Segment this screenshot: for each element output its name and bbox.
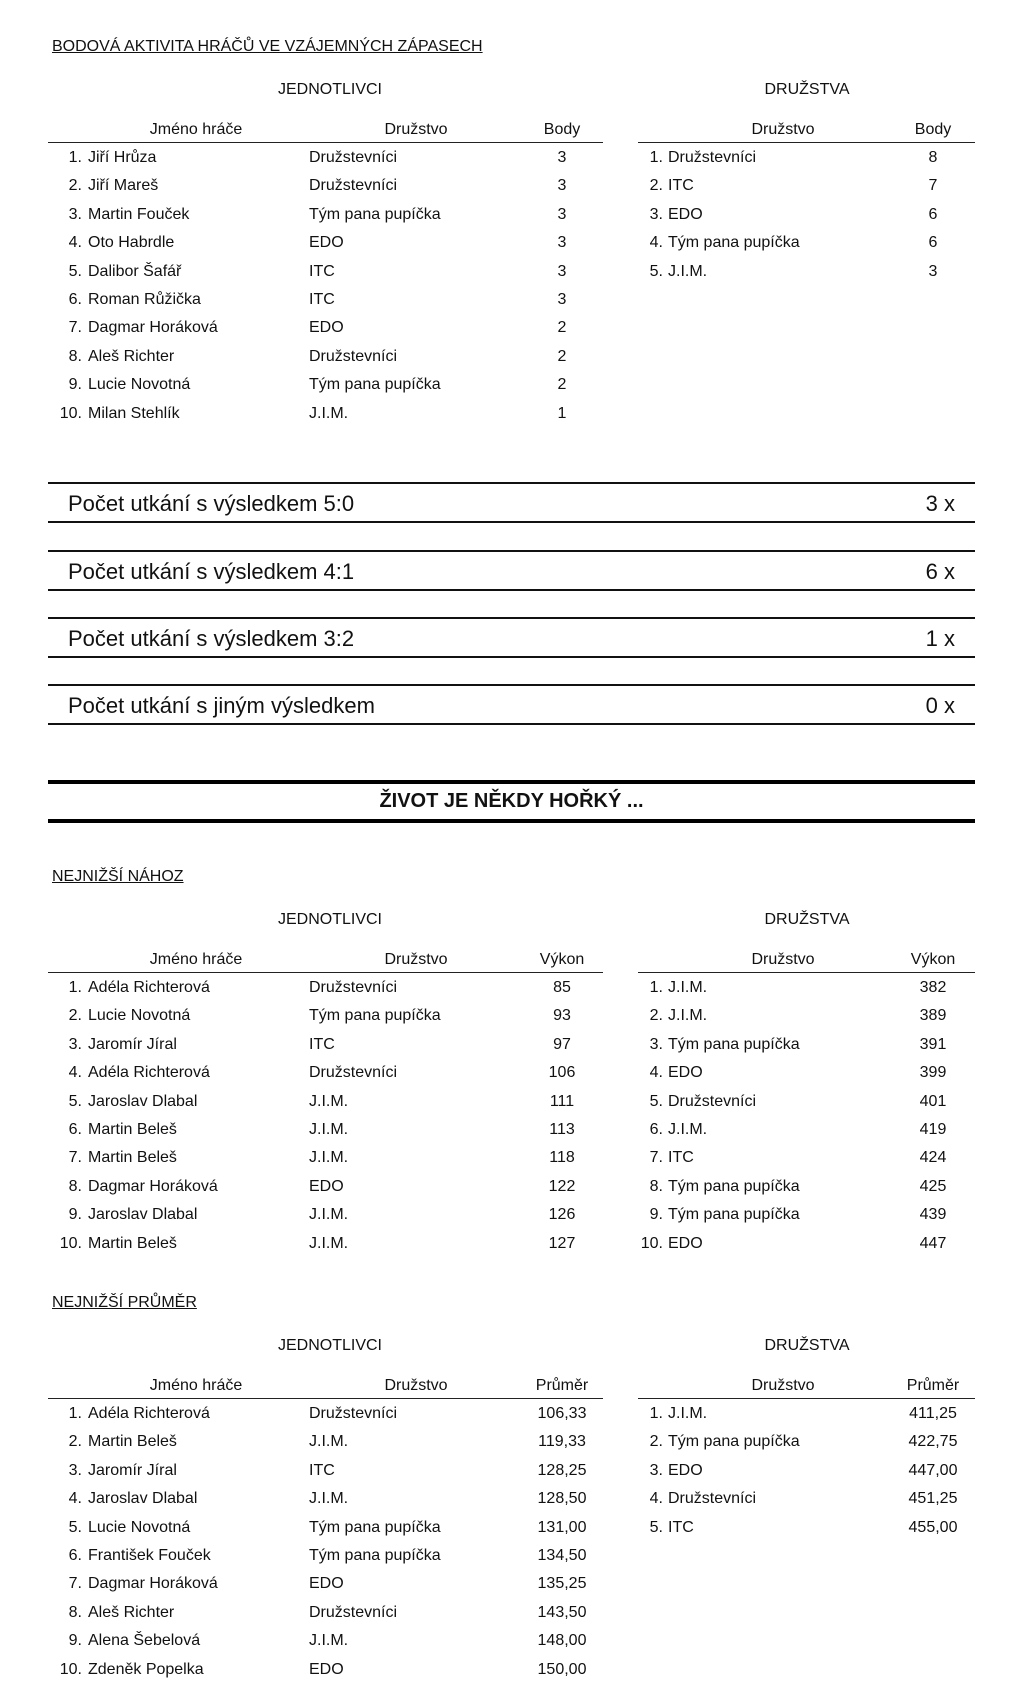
player-name: Jaroslav Dlabal [88,1092,198,1110]
table-row [48,1118,603,1142]
column-header-team: Družstvo [384,951,448,968]
table-row [638,1118,975,1142]
team-name: J.I.M. [668,1007,708,1025]
player-name: Oto Habrdle [88,234,175,252]
result-count: 0 x [925,693,955,718]
player-name: Aleš Richter [88,1603,175,1621]
team-name: ITC [309,1035,335,1053]
table-row [638,1516,975,1540]
table-header [638,120,975,140]
row-value: 411,25 [909,1405,957,1422]
player-name: Jaromír Jíral [88,1461,177,1479]
result-count: 1 x [925,626,955,651]
table-row [638,976,975,1000]
table-row [48,402,603,426]
team-name: ITC [668,1518,694,1536]
row-rank: 1. [649,979,663,996]
table-row [48,1175,603,1199]
team-name: EDO [309,319,344,337]
table-row [48,231,603,255]
player-name: Zdeněk Popelka [88,1660,204,1678]
row-rank: 4. [68,1490,82,1508]
row-value: 419 [919,1121,947,1138]
result-box-other [48,684,975,725]
row-value: 113 [549,1121,575,1138]
row-value: 6 [928,205,938,223]
row-rank: 2. [68,1433,82,1451]
teams-caption: DRUŽSTVA [764,911,850,928]
row-value: 128,25 [537,1461,587,1479]
row-value: 382 [919,979,947,996]
table-row [48,373,603,397]
row-value: 85 [553,979,571,996]
team-name: J.I.M. [309,1206,349,1224]
row-value: 422,75 [908,1433,958,1451]
row-value: 150,00 [537,1660,587,1678]
row-value: 128,50 [537,1490,587,1508]
section-title-lowest-throw: NEJNIŽŠÍ NÁHOZ [52,868,184,885]
row-value: 97 [553,1035,571,1053]
row-value: 122 [548,1177,576,1195]
team-name: Družstevníci [309,177,398,195]
team-name: EDO [668,1234,703,1252]
row-rank: 2. [649,1007,663,1025]
row-rank: 10. [59,1234,82,1252]
team-name: Družstevníci [668,1490,757,1508]
row-rank: 6. [649,1121,663,1138]
row-rank: 9. [68,376,82,394]
player-name: Jaroslav Dlabal [88,1206,198,1224]
table-row [638,1232,975,1256]
row-value: 3 [557,177,567,195]
individuals-caption: JEDNOTLIVCI [277,911,382,928]
result-box-3-2 [48,617,975,658]
team-name: J.I.M. [309,1234,349,1252]
team-name: ITC [668,177,694,195]
team-name: Tým pana pupíčka [309,1547,441,1564]
column-header-value: Výkon [539,951,585,968]
column-header-value: Body [543,121,581,138]
team-name: Tým pana pupíčka [668,1433,800,1451]
player-name: Dagmar Horáková [88,319,218,337]
table-row [48,1430,603,1454]
row-value: 401 [919,1092,947,1110]
player-name: Jaroslav Dlabal [88,1490,198,1508]
player-name: Adéla Richterová [88,1064,210,1082]
row-rank: 9. [68,1206,82,1224]
row-value: 8 [928,149,938,166]
header-rule [48,1398,603,1399]
row-value: 106,33 [537,1405,587,1422]
row-value: 3 [557,149,567,166]
row-rank: 5. [649,262,663,280]
row-rank: 10. [59,404,82,422]
table-row [48,1572,603,1596]
header-rule [48,972,603,973]
column-header-name: Jméno hráče [149,1377,243,1394]
row-value: 118 [549,1149,575,1167]
team-name: J.I.M. [309,1121,349,1138]
player-name: Lucie Novotná [88,1518,191,1536]
row-rank: 1. [649,1405,663,1422]
row-rank: 3. [68,1035,82,1053]
table-row [48,1004,603,1028]
team-name: Tým pana pupíčka [309,1518,441,1536]
team-name: J.I.M. [309,1092,349,1110]
player-name: Adéla Richterová [88,1405,210,1422]
row-rank: 3. [68,205,82,223]
team-name: EDO [668,205,703,223]
row-value: 447,00 [908,1461,958,1479]
table-row [638,1430,975,1454]
table-row [48,1516,603,1540]
row-value: 2 [557,319,567,337]
player-name: Aleš Richter [88,347,175,365]
row-value: 2 [557,376,567,394]
row-rank: 7. [649,1149,663,1167]
result-box-4-1 [48,550,975,591]
row-rank: 7. [68,319,82,337]
table-header [638,1376,975,1396]
row-rank: 1. [68,979,82,996]
row-rank: 5. [649,1518,663,1536]
row-rank: 8. [68,1603,82,1621]
row-value: 93 [553,1007,571,1025]
team-name: Družstevníci [309,347,398,365]
row-rank: 1. [649,149,663,166]
team-name: Tým pana pupíčka [668,1177,800,1195]
table-header [48,950,603,970]
header-rule [638,142,975,143]
table-row [48,203,603,227]
row-rank: 5. [68,262,82,280]
table-row [48,1232,603,1256]
table-row [638,1090,975,1114]
individuals-caption: JEDNOTLIVCI [277,1337,382,1354]
row-value: 391 [919,1035,947,1053]
team-name: J.I.M. [309,1149,349,1167]
row-value: 439 [919,1206,947,1224]
team-name: Družstevníci [309,149,398,166]
player-name: Martin Beleš [88,1121,177,1138]
column-header-value: Body [914,121,952,138]
row-value: 455,00 [908,1518,958,1536]
table-row [48,976,603,1000]
row-rank: 2. [68,1007,82,1025]
player-name: Lucie Novotná [88,376,191,394]
row-value: 6 [928,234,938,252]
player-name: Martin Beleš [88,1149,177,1167]
individuals-caption: JEDNOTLIVCI [277,81,382,98]
section-title-lowest-average: NEJNIŽŠÍ PRŮMĚR [52,1294,197,1311]
team-name: J.I.M. [668,979,708,996]
result-box-5-0 [48,482,975,523]
row-rank: 10. [59,1660,82,1678]
team-name: Tým pana pupíčka [309,205,441,223]
row-rank: 5. [68,1518,82,1536]
team-name: J.I.M. [309,1490,349,1508]
row-rank: 5. [68,1092,82,1110]
table-row [638,174,975,198]
row-rank: 10. [640,1234,663,1252]
player-name: Martin Beleš [88,1234,177,1252]
row-rank: 5. [649,1092,663,1110]
row-value: 389 [919,1007,947,1025]
row-rank: 4. [649,1064,663,1082]
row-value: 425 [919,1177,947,1195]
table-row [48,1146,603,1170]
column-header-team: Družstvo [751,1377,815,1394]
row-value: 424 [919,1149,947,1167]
team-name: J.I.M. [309,1632,349,1650]
table-row [48,1203,603,1227]
team-name: J.I.M. [668,1121,708,1138]
table-row [48,1601,603,1625]
row-rank: 7. [68,1149,82,1167]
row-rank: 2. [68,177,82,195]
team-name: EDO [309,1660,344,1678]
row-value: 2 [557,347,567,365]
row-value: 131,00 [537,1518,587,1536]
result-count: 3 x [925,491,955,516]
team-name: Tým pana pupíčka [668,1206,800,1224]
table-row [48,1544,603,1568]
row-value: 119,33 [538,1433,586,1451]
result-label: Počet utkání s jiným výsledkem [68,693,375,718]
column-header-team: Družstvo [751,121,815,138]
table-header [48,120,603,140]
row-value: 135,25 [537,1575,587,1593]
header-rule [48,142,603,143]
team-name: EDO [309,234,344,252]
table-row [638,1033,975,1057]
table-header [48,1376,603,1396]
table-row [48,174,603,198]
team-name: Tým pana pupíčka [668,1035,800,1053]
team-name: ITC [309,291,335,308]
row-value: 111 [549,1092,575,1110]
row-value: 3 [557,234,567,252]
table-row [638,1402,975,1426]
table-row [638,1203,975,1227]
table-row [48,1061,603,1085]
header-rule [638,1398,975,1399]
player-name: František Fouček [88,1547,211,1564]
row-value: 3 [557,262,567,280]
table-row [48,1487,603,1511]
row-value: 3 [557,205,567,223]
row-value: 3 [557,291,567,308]
row-rank: 9. [68,1632,82,1650]
team-name: ITC [309,1461,335,1479]
result-label: Počet utkání s výsledkem 5:0 [68,491,355,516]
row-value: 7 [928,177,938,195]
team-name: J.I.M. [668,262,708,280]
table-row [48,288,603,312]
row-value: 143,50 [537,1603,587,1621]
banner-heading: ŽIVOT JE NĚKDY HOŘKÝ ... [48,780,975,823]
row-rank: 4. [68,1064,82,1082]
player-name: Jiří Mareš [88,177,159,195]
table-row [638,1004,975,1028]
column-header-value: Průměr [535,1377,589,1394]
row-rank: 3. [649,1035,663,1053]
team-name: Družstevníci [309,1603,398,1621]
table-row [48,345,603,369]
row-value: 451,25 [908,1490,958,1508]
table-row [48,1629,603,1653]
table-row [638,231,975,255]
team-name: Družstevníci [309,1405,398,1422]
row-rank: 7. [68,1575,82,1593]
table-row [48,1658,603,1682]
result-label: Počet utkání s výsledkem 3:2 [68,626,355,651]
row-value: 447 [919,1234,947,1252]
table-row [48,316,603,340]
team-name: ITC [668,1149,694,1167]
row-rank: 2. [649,1433,663,1451]
teams-caption: DRUŽSTVA [764,81,850,98]
player-name: Martin Fouček [88,205,190,223]
table-row [638,1061,975,1085]
column-header-name: Jméno hráče [149,121,243,138]
column-header-team: Družstvo [384,1377,448,1394]
column-header-team: Družstvo [384,121,448,138]
player-name: Dagmar Horáková [88,1177,218,1195]
team-name: J.I.M. [668,1405,708,1422]
row-rank: 4. [649,1490,663,1508]
header-rule [638,972,975,973]
player-name: Dagmar Horáková [88,1575,218,1593]
table-row [638,1175,975,1199]
player-name: Jiří Hrůza [88,149,157,166]
row-value: 148,00 [537,1632,587,1650]
result-label: Počet utkání s výsledkem 4:1 [68,559,355,584]
table-row [638,146,975,170]
team-name: Tým pana pupíčka [309,1007,441,1025]
row-rank: 6. [68,1121,82,1138]
team-name: EDO [309,1177,344,1195]
section-title-activity: BODOVÁ AKTIVITA HRÁČŮ VE VZÁJEMNÝCH ZÁPASECH [52,38,483,55]
table-row [48,1402,603,1426]
row-rank: 8. [68,347,82,365]
row-value: 3 [928,262,938,280]
row-rank: 3. [649,1461,663,1479]
row-rank: 9. [649,1206,663,1224]
player-name: Alena Šebelová [88,1632,201,1650]
teams-caption: DRUŽSTVA [764,1337,850,1354]
row-rank: 1. [68,149,82,166]
row-value: 126 [548,1206,576,1224]
row-rank: 2. [649,177,663,195]
row-value: 399 [919,1064,947,1082]
table-row [48,1459,603,1483]
team-name: Tým pana pupíčka [309,376,441,394]
team-name: Družstevníci [668,1092,757,1110]
table-row [638,1459,975,1483]
row-rank: 3. [68,1461,82,1479]
column-header-name: Jméno hráče [149,951,243,968]
row-value: 134,50 [537,1547,587,1564]
team-name: EDO [309,1575,344,1593]
team-name: EDO [668,1064,703,1082]
table-row [638,203,975,227]
result-count: 6 x [925,559,955,584]
column-header-team: Družstvo [751,951,815,968]
row-value: 127 [548,1234,576,1252]
team-name: Tým pana pupíčka [668,234,800,252]
row-rank: 1. [68,1405,82,1422]
team-name: Družstevníci [668,149,757,166]
table-row [48,1033,603,1057]
row-rank: 6. [68,291,82,308]
table-row [48,1090,603,1114]
row-rank: 4. [649,234,663,252]
player-name: Roman Růžička [88,291,201,308]
table-row [638,1146,975,1170]
team-name: EDO [668,1461,703,1479]
player-name: Jaromír Jíral [88,1035,177,1053]
row-rank: 8. [649,1177,663,1195]
row-rank: 8. [68,1177,82,1195]
table-row [638,260,975,284]
row-rank: 3. [649,205,663,223]
column-header-value: Výkon [910,951,956,968]
player-name: Martin Beleš [88,1433,177,1451]
player-name: Adéla Richterová [88,979,210,996]
table-row [48,146,603,170]
row-value: 106 [548,1064,576,1082]
team-name: J.I.M. [309,1433,349,1451]
column-header-value: Průměr [906,1377,960,1394]
player-name: Lucie Novotná [88,1007,191,1025]
table-row [638,1487,975,1511]
table-header [638,950,975,970]
row-rank: 6. [68,1547,82,1564]
row-value: 1 [557,404,567,422]
player-name: Milan Stehlík [88,404,180,422]
team-name: Družstevníci [309,1064,398,1082]
team-name: Družstevníci [309,979,398,996]
team-name: ITC [309,262,335,280]
player-name: Dalibor Šafář [88,262,182,280]
table-row [48,260,603,284]
team-name: J.I.M. [309,404,349,422]
row-rank: 4. [68,234,82,252]
